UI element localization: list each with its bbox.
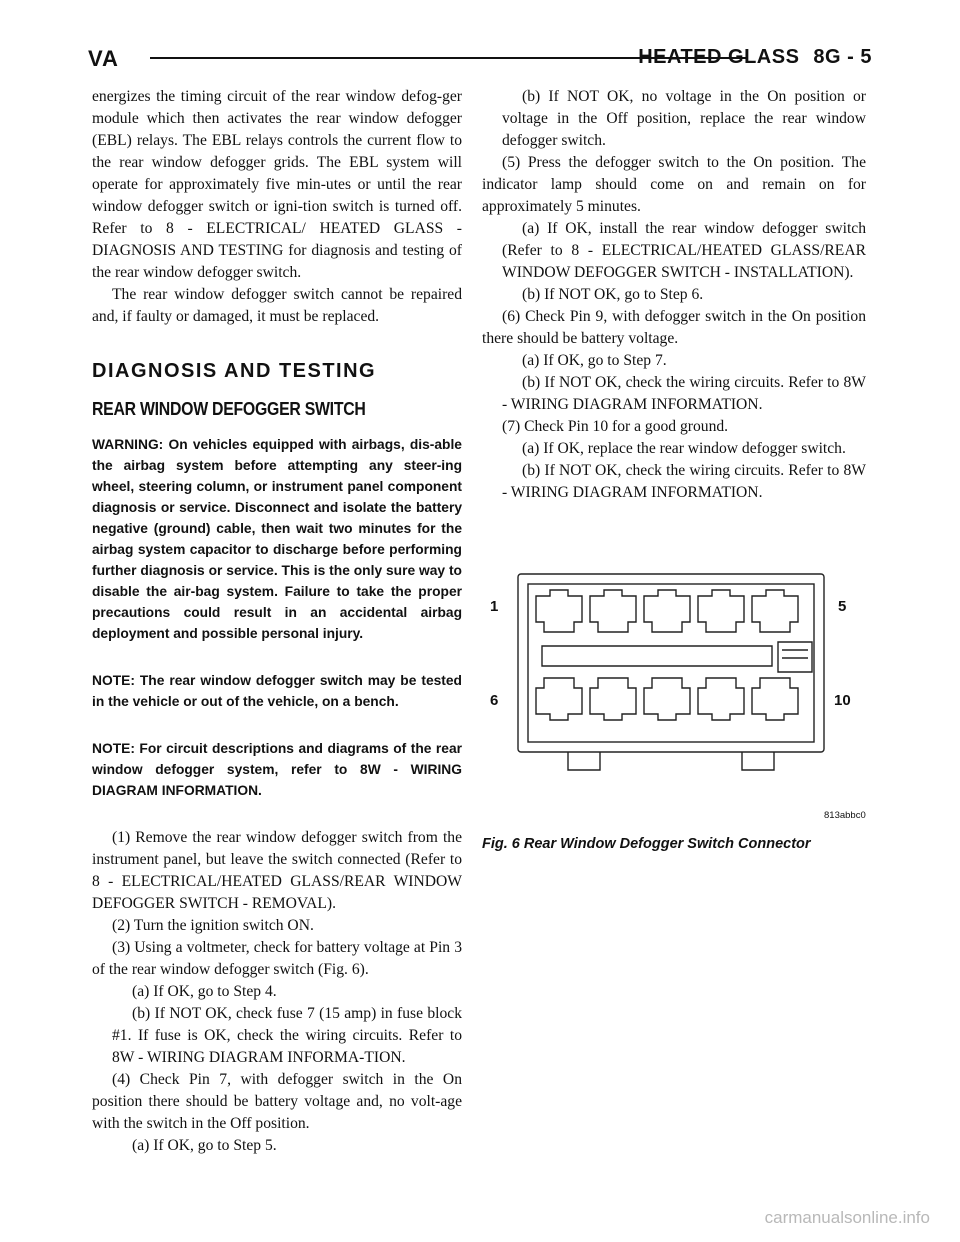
header-model: VA xyxy=(88,46,119,71)
pin-label-5: 5 xyxy=(838,598,847,615)
connector-figure xyxy=(482,566,866,856)
left-column xyxy=(92,86,462,1157)
step-4: (4) Check Pin 7, with defogger switch in the On position there should be battery voltage and, no volt-age with the switch in the Off position. xyxy=(92,1071,462,1132)
pin-label-6: 6 xyxy=(490,692,499,709)
sub-heading: REAR WINDOW DEFOGGER SWITCH xyxy=(92,399,366,419)
step-7b: (b) If NOT OK, check the wiring circuits. Refer to 8W - WIRING DIAGRAM INFORMATION. xyxy=(502,462,866,501)
step-6: (6) Check Pin 9, with defogger switch in the On position there should be battery voltage. xyxy=(482,308,866,347)
header-section: HEATED GLASS xyxy=(638,46,800,68)
step-5a: (a) If OK, install the rear window defogger switch (Refer to 8 - ELECTRICAL/HEATED GLASS/REAR WINDOW DEFOGGER SWITCH - INSTALLATION). xyxy=(502,220,866,281)
pin-label-1: 1 xyxy=(490,598,499,615)
step-6a: (a) If OK, go to Step 7. xyxy=(522,352,667,369)
step-3b: (b) If NOT OK, check fuse 7 (15 amp) in fuse block #1. If fuse is OK, check the wiring circuits. Refer to 8W - WIRING DIAGRAM INFORMA-TION. xyxy=(112,1005,462,1066)
warning-text: WARNING: On vehicles equipped with airbags, dis-able the airbag system before attempting any steer-ing wheel, steering column, or instrument panel component diagnosis or service. Disconnect and isolate the battery negative (ground) cable, then wait two minutes for the airbag system capacitor to discharge before performing further diagnosis or service. This is the only sure way to disable the air-bag system. Failure to take the proper precautions could result in an accidental airbag deployment and possible personal injury. xyxy=(92,437,462,641)
figure-caption: Fig. 6 Rear Window Defogger Switch Connector xyxy=(482,836,811,852)
step-3a: (a) If OK, go to Step 4. xyxy=(132,983,277,1000)
step-4a: (a) If OK, go to Step 5. xyxy=(132,1137,277,1154)
latch-tab-left xyxy=(568,752,600,770)
center-divider xyxy=(542,646,772,666)
step-5: (5) Press the defogger switch to the On position. The indicator lamp should come on and remain on for approximately 5 minutes. xyxy=(482,154,866,215)
step-5b: (b) If NOT OK, go to Step 6. xyxy=(522,286,704,303)
step-2: (2) Turn the ignition switch ON. xyxy=(112,917,314,934)
latch-tab-right xyxy=(742,752,774,770)
header-title xyxy=(624,46,872,69)
step-6b: (b) If NOT OK, check the wiring circuits. Refer to 8W - WIRING DIAGRAM INFORMATION. xyxy=(502,374,866,413)
polarizing-key xyxy=(778,642,812,672)
note-bench-test: NOTE: The rear window defogger switch may be tested in the vehicle or out of the vehicle, on a bench. xyxy=(92,673,462,709)
step-7a: (a) If OK, replace the rear window defogger switch. xyxy=(522,440,846,457)
section-heading: DIAGNOSIS AND TESTING xyxy=(92,360,377,382)
step-4b: (b) If NOT OK, no voltage in the On position or voltage in the Off position, replace the rear window defogger switch. xyxy=(502,88,866,149)
cavity-row-top xyxy=(536,590,798,632)
header-page-number: 8G - 5 xyxy=(813,46,872,68)
repair-paragraph: The rear window defogger switch cannot be repaired and, if faulty or damaged, it must be replaced. xyxy=(92,286,462,325)
connector-shroud xyxy=(528,584,814,742)
note-circuit-diagrams: NOTE: For circuit descriptions and diagrams of the rear window defogger system, refer to 8W - WIRING DIAGRAM INFORMATION. xyxy=(92,741,462,798)
watermark: carmanualsonline.info xyxy=(764,1208,930,1227)
step-1: (1) Remove the rear window defogger switch from the instrument panel, but leave the switch connected (Refer to 8 - ELECTRICAL/HEATED GLASS/REAR WINDOW DEFOGGER SWITCH - REMOVAL). xyxy=(92,829,462,912)
cavity-row-bottom xyxy=(536,678,798,720)
step-7: (7) Check Pin 10 for a good ground. xyxy=(502,418,729,435)
step-3: (3) Using a voltmeter, check for battery voltage at Pin 3 of the rear window defogger switch (Fig. 6). xyxy=(92,939,462,978)
intro-paragraph: energizes the timing circuit of the rear window defog-ger module which then activates the rear window defogger (EBL) relays. The EBL relays controls the current flow to the rear window defogger grids. The EBL system will operate for approximately five min-utes or until the rear window defogger switch or igni-tion switch is turned off. Refer to 8 - ELECTRICAL/ HEATED GLASS - DIAGNOSIS AND TESTING for diagnosis and testing of the rear window defogger switch. xyxy=(92,88,462,281)
connector-diagram xyxy=(482,566,866,836)
pin-label-10: 10 xyxy=(834,692,851,709)
figure-code: 813abbc0 xyxy=(824,810,866,821)
right-column xyxy=(482,86,866,504)
